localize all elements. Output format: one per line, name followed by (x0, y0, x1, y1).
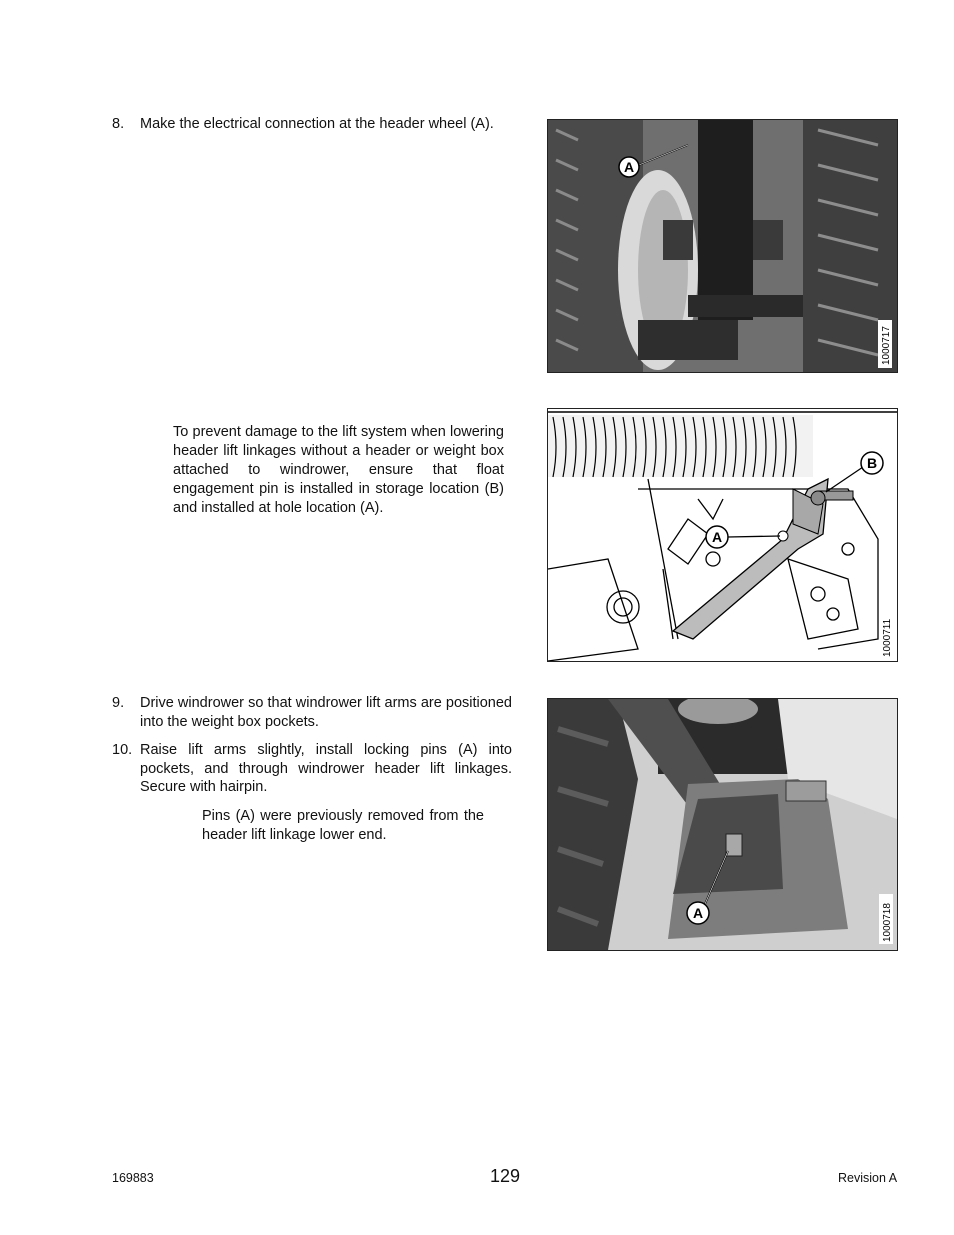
figure-lift-linkage (547, 408, 898, 662)
callout-a: A (692, 905, 704, 921)
step-text: Raise lift arms slightly, install locking pins (A) into pockets, and through windrower header lift linkages. Secure with hairpin. (140, 742, 512, 795)
figure-weight-box (547, 698, 898, 951)
step-10 (112, 741, 512, 797)
figure-id: 1000711 (882, 618, 893, 657)
callout-a: A (623, 159, 635, 175)
step-number: 9. (112, 695, 125, 711)
step-number: 10. (112, 742, 133, 758)
step-text: Make the electrical connection at the header wheel (A). (140, 116, 494, 132)
figure-id: 1000717 (881, 326, 892, 365)
callout-a: A (711, 529, 723, 545)
step-9 (112, 694, 512, 731)
callout-b: B (866, 455, 878, 471)
step-number: 8. (112, 116, 125, 132)
pins-note: Pins (A) were previously removed from the header lift linkage lower end. (202, 808, 484, 843)
figure-header-wheel (547, 119, 898, 373)
lift-linkage-drawing (548, 409, 897, 661)
step-8 (112, 115, 512, 134)
header-wheel-photo (548, 120, 897, 372)
caution-note: To prevent damage to the lift system when lowering header lift linkages without a header or weight box attached to windrower, ensure that float engagement pin is installed in storage location (B) and installed at hole location (A). (173, 424, 504, 516)
page-number: 129 (490, 1166, 521, 1186)
weight-box-photo (548, 699, 897, 950)
revision: Revision A (838, 1171, 898, 1185)
doc-number: 169883 (112, 1171, 154, 1185)
step-text: Drive windrower so that windrower lift arms are positioned into the weight box pockets. (140, 695, 512, 730)
figure-id: 1000718 (882, 903, 893, 942)
